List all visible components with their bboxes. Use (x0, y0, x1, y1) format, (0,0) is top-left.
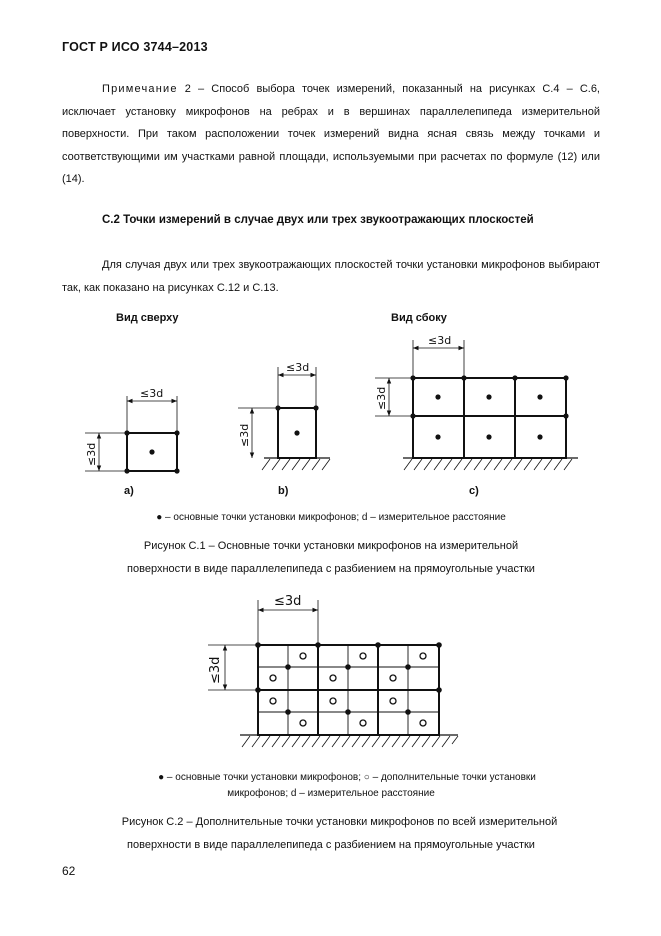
note-lead: Примечание (102, 83, 178, 95)
note-text: 2 – Способ выбора точек измерений, показанный на рисунках С.4 – С.6, исключает установку микрофонов на ребрах и в вершинах параллелепипеда измерительной поверхности. При таком расположении точек измерений видна ясная связь между точками и соответствующими им участками равной площади, используемыми при расчетах по формуле (12) или (14). (62, 83, 600, 185)
dim-label-b-horizontal: ≤3d (286, 361, 310, 374)
dim-label-c2-horizontal: ≤3d (274, 594, 302, 609)
label-top-view: Вид сверху (116, 312, 179, 324)
figure-c2-legend-line1: ● – основные точки установки микрофонов; ○ – дополнительные точки установки (158, 772, 536, 783)
dim-label-b-vertical: ≤3d (238, 423, 251, 447)
page-number: 62 (62, 864, 76, 878)
sub-label-a: а) (124, 485, 134, 497)
dim-label-c-horizontal: ≤3d (428, 334, 452, 347)
figure-c2-caption-line2: поверхности в виде параллелепипеда с разбиением на прямоугольные участки (127, 839, 535, 851)
figure-c2-caption-line1: Рисунок С.2 – Дополнительные точки установки микрофонов по всей измерительной (121, 816, 558, 828)
label-side-view: Вид сбоку (391, 312, 447, 324)
sub-label-c: c) (469, 485, 479, 497)
section-title: С.2 Точки измерений в случае двух или трех звукоотражающих плоскостей (102, 214, 534, 226)
dim-label-c-vertical: ≤3d (375, 386, 388, 410)
dim-label-a-horizontal: ≤3d (140, 387, 164, 400)
dim-label-a-vertical: ≤3d (85, 442, 98, 466)
section-body: Для случая двух или трех звукоотражающих плоскостей точки установки микрофонов выбирают так, как показано на рисунках С.12 и С.13. (62, 259, 600, 294)
dim-label-c2-vertical: ≤3d (208, 656, 223, 684)
figure-c2-legend-line2: микрофонов; d – измерительное расстояние (227, 788, 435, 799)
figure-c1-caption-line1: Рисунок С.1 – Основные точки установки микрофонов на измерительной (143, 540, 519, 552)
figure-c1-legend: ● – основные точки установки микрофонов; d – измерительное расстояние (156, 512, 506, 523)
sub-label-b: b) (278, 485, 289, 497)
figure-c1-caption-line2: поверхности в виде параллелепипеда с разбиением на прямоугольные участки (127, 563, 535, 575)
document-header: ГОСТ Р ИСО 3744–2013 (62, 40, 208, 54)
